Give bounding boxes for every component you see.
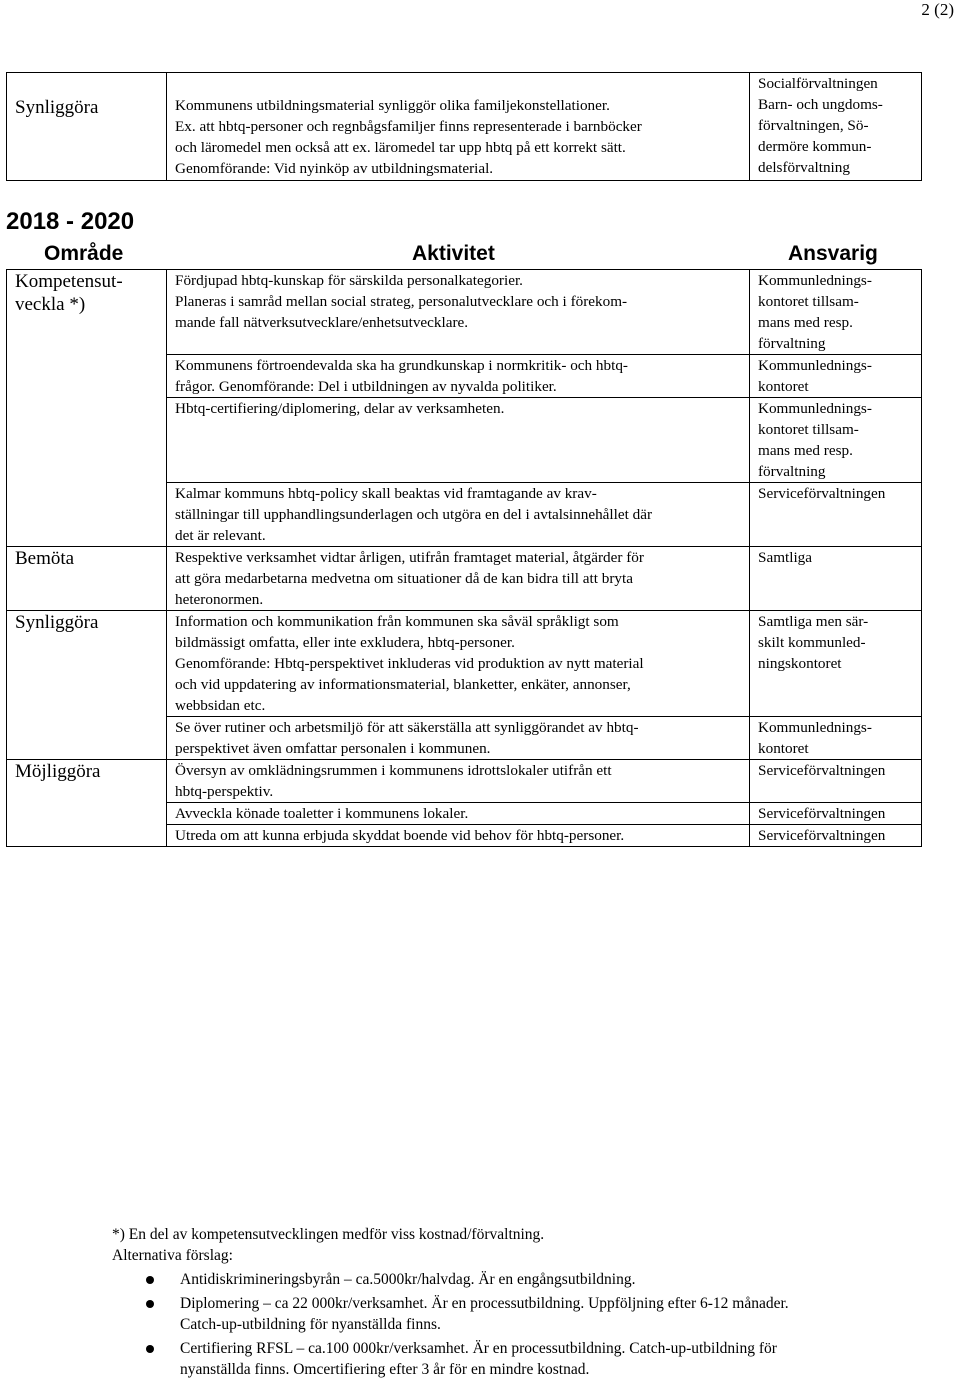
responsible-cell: Serviceförvaltningen	[750, 803, 922, 825]
responsible-cell: Socialförvaltningen Barn- och ungdoms- förvaltningen, Sö- dermöre kommun- delsförvaltning	[750, 73, 922, 181]
responsible-cell: Serviceförvaltningen	[750, 483, 922, 547]
activity-cell: Kalmar kommuns hbtq-policy skall beaktas vid framtagande av krav- ställningar till upphandlingsunderlagen och utgöra en del i avtalsinnehållet där det är relevant.	[167, 483, 750, 547]
table-row	[7, 547, 922, 611]
footer	[112, 1224, 800, 1380]
bullet-icon	[146, 1276, 154, 1284]
activity-cell: Se över rutiner och arbetsmiljö för att säkerställa att synliggörandet av hbtq- perspektivet även omfattar personalen i kommunen.	[167, 717, 750, 760]
responsible-cell: Kommunlednings- kontoret	[750, 717, 922, 760]
page-number: 2 (2)	[921, 0, 954, 19]
list-item	[112, 1269, 800, 1290]
activity-cell: Avveckla könade toaletter i kommunens lokaler.	[167, 803, 750, 825]
responsible-cell: Kommunlednings- kontoret	[750, 355, 922, 398]
list-item	[112, 1338, 800, 1380]
responsible-cell: Serviceförvaltningen	[750, 825, 922, 847]
table-row	[7, 611, 922, 717]
activity-cell: Utreda om att kunna erbjuda skyddat boende vid behov för hbtq-personer.	[167, 825, 750, 847]
area-cell: Möjliggöra	[7, 760, 167, 847]
activity-cell: Kommunens utbildningsmaterial synliggör olika familjekonstellationer. Ex. att hbtq-personer och regnbågsfamiljer finns representerade i barnböcker och läromedel men också att ex. läromedel tar upp hbtq på ett korrekt sätt. Genomförande: Vid nyinköp av utbildningsmaterial.	[167, 73, 750, 181]
alternative-text: Certifiering RFSL – ca.100 000kr/verksamhet. Är en processutbildning. Catch-up-utbildning för nyanställda finns. Omcertifiering efter 3 år för en mindre kostnad.	[180, 1340, 777, 1378]
area-cell: Synliggöra	[7, 611, 167, 760]
header-area: Område	[44, 242, 124, 265]
area-cell: Bemöta	[7, 547, 167, 611]
header-responsible: Ansvarig	[788, 242, 878, 265]
period-heading: 2018 - 2020	[6, 208, 135, 235]
activity-cell: Kommunens förtroendevalda ska ha grundkunskap i normkritik- och hbtq- frågor. Genomförande: Del i utbildningen av nyvalda politiker.	[167, 355, 750, 398]
alternatives-list	[112, 1269, 800, 1380]
activity-cell: Översyn av omklädningsrummen i kommunens idrottslokaler utifrån ett hbtq-perspektiv.	[167, 760, 750, 803]
responsible-cell: Serviceförvaltningen	[750, 760, 922, 803]
footnote: *) En del av kompetensutvecklingen medför viss kostnad/förvaltning.	[112, 1226, 545, 1243]
area-cell: Synliggöra	[7, 73, 167, 181]
activity-cell: Hbtq-certifiering/diplomering, delar av verksamheten.	[167, 398, 750, 483]
list-item	[112, 1293, 800, 1335]
activity-cell: Fördjupad hbtq-kunskap för särskilda personalkategorier. Planeras i samråd mellan social strateg, personalutvecklare och i förekom- mande fall nätverksutvecklare/enhetsutvecklare.	[167, 270, 750, 355]
header-activity: Aktivitet	[412, 242, 495, 265]
activity-cell: Respektive verksamhet vidtar årligen, utifrån framtaget material, åtgärder för att göra medarbetarna medvetna om situationer då de kan bidra till att bryta heteronormen.	[167, 547, 750, 611]
top-activity-table	[6, 72, 922, 181]
table-row	[7, 270, 922, 355]
responsible-cell: Kommunlednings- kontoret tillsam- mans med resp. förvaltning	[750, 270, 922, 355]
table-row	[7, 760, 922, 803]
responsible-cell: Samtliga men sär- skilt kommunled- ningskontoret	[750, 611, 922, 717]
table-row	[7, 73, 922, 181]
responsible-cell: Samtliga	[750, 547, 922, 611]
activity-cell: Information och kommunikation från kommunen ska såväl språkligt som bildmässigt omfatta, eller inte exkludera, hbtq-personer. Genomförande: Hbtq-perspektivet inkluderas vid produktion av nytt material och vid uppdatering av informationsmaterial, blanketter, enkäter, annonser, webbsidan etc.	[167, 611, 750, 717]
alternatives-title: Alternativa förslag:	[112, 1247, 233, 1264]
activity-table	[6, 269, 922, 847]
responsible-cell: Kommunlednings- kontoret tillsam- mans med resp. förvaltning	[750, 398, 922, 483]
bullet-icon	[146, 1300, 154, 1308]
alternative-text: Diplomering – ca 22 000kr/verksamhet. Är en processutbildning. Uppföljning efter 6-12 månader. Catch-up-utbildning för nyanställda finns.	[180, 1295, 789, 1333]
bullet-icon	[146, 1345, 154, 1353]
alternative-text: Antidiskrimineringsbyrån – ca.5000kr/halvdag. Är en engångsutbildning.	[180, 1271, 636, 1288]
area-cell: Kompetensut- veckla *)	[7, 270, 167, 547]
